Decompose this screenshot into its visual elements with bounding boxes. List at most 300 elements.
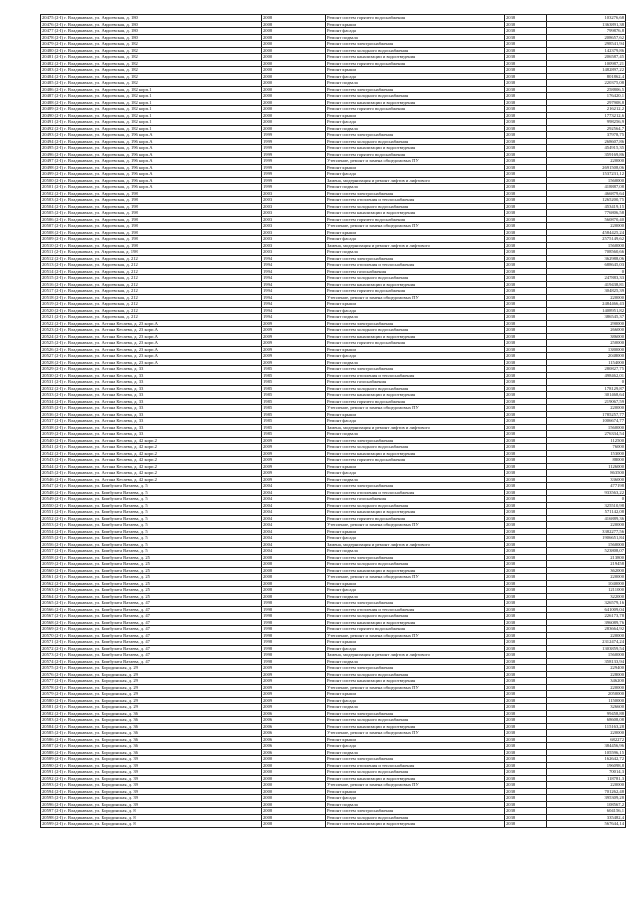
cost-cell: 266000 bbox=[547, 327, 626, 334]
cost-cell: 1265200,75 bbox=[547, 197, 626, 204]
cost-cell: 118781,3 bbox=[547, 775, 626, 782]
table-body bbox=[41, 15, 626, 828]
row-id: 20587 (2-I) bbox=[42, 743, 64, 748]
plan-year-cell: 2038 bbox=[505, 385, 547, 392]
row-id: 20480 (2-I) bbox=[42, 47, 64, 53]
cost-cell: 419438,81 bbox=[547, 281, 626, 288]
plan-year-cell: 2038 bbox=[505, 671, 547, 678]
plan-year-cell: 2038 bbox=[505, 710, 547, 717]
work-type-cell: Ремонт систем холодного водоснабжения bbox=[326, 561, 505, 568]
work-type-cell: Ремонт систем отопления и теплоснабжения bbox=[326, 762, 505, 769]
plan-year-cell: 2038 bbox=[505, 600, 547, 607]
row-id: 20573 (2-I) bbox=[42, 652, 64, 657]
cost-cell: 863500 bbox=[547, 470, 626, 477]
work-type-cell: Ремонт систем канализации и водоотведения bbox=[326, 821, 505, 828]
row-id: 20589 (2-I) bbox=[42, 756, 64, 761]
cost-cell: 301468,64 bbox=[547, 392, 626, 399]
cost-cell: 386000 bbox=[547, 333, 626, 340]
plan-year-cell: 2038 bbox=[505, 704, 547, 711]
address-cell bbox=[41, 821, 262, 828]
plan-year-cell: 2038 bbox=[505, 450, 547, 457]
plan-year-cell: 2038 bbox=[505, 730, 547, 737]
year-cell: 2003 bbox=[262, 249, 326, 256]
cost-cell: 99458,88 bbox=[547, 710, 626, 717]
work-type-cell: Ремонт фасада bbox=[326, 418, 505, 425]
cost-cell: 220000 bbox=[547, 730, 626, 737]
plan-year-cell: 2038 bbox=[505, 340, 547, 347]
plan-year-cell: 2038 bbox=[505, 398, 547, 405]
plan-year-cell: 2038 bbox=[505, 483, 547, 490]
row-address: г. Владикавказ, ул. Авдоевская, д. 196 корп.А bbox=[64, 171, 153, 176]
row-address: г. Владикавказ, ул. Авдоевская, д. 212 bbox=[64, 275, 138, 280]
row-id: 20575 (2-I) bbox=[42, 665, 64, 670]
row-address: г. Владикавказ, ул. Авдоевская, д. 182 корп.1 bbox=[64, 99, 152, 105]
year-cell: 2009 bbox=[262, 346, 326, 353]
row-address: г. Владикавказ, ул. Астана Кесаева, д. 33 bbox=[64, 366, 144, 371]
work-type-cell: Ремонт систем электроснабжения bbox=[326, 483, 505, 490]
plan-year-cell: 2038 bbox=[505, 548, 547, 555]
cost-cell: 1126000 bbox=[547, 463, 626, 470]
plan-year-cell: 2038 bbox=[505, 379, 547, 386]
plan-year-cell: 2038 bbox=[505, 561, 547, 568]
cost-cell: 76000 bbox=[547, 444, 626, 451]
plan-year-cell: 2038 bbox=[505, 431, 547, 438]
row-address: г. Владикавказ, ул. Бимбулата Ватаева, д. 5 bbox=[64, 535, 148, 540]
cost-cell: 571142,08 bbox=[547, 509, 626, 516]
row-id: 20486 (2-I) bbox=[42, 86, 64, 92]
row-id: 20563 (2-I) bbox=[42, 587, 64, 592]
work-type-cell: Ремонт крыши bbox=[326, 346, 505, 353]
year-cell: 2004 bbox=[262, 541, 326, 548]
year-cell: 1994 bbox=[262, 294, 326, 301]
row-address: г. Владикавказ, ул. Бимбулата Ватаева, д. 5 bbox=[64, 489, 148, 495]
row-id: 20516 (2-I) bbox=[42, 281, 64, 287]
row-address: г. Владикавказ, ул. Астана Кесаева, д. 23 корп.А bbox=[64, 327, 158, 332]
work-type-cell: Замена, модернизация и ремонт лифтов и лифтового bbox=[326, 424, 505, 431]
row-address: г. Владикавказ, ул. Авдоевская, д. 182 bbox=[64, 47, 138, 53]
year-cell: 1998 bbox=[262, 626, 326, 633]
cost-cell: 68608,08 bbox=[547, 717, 626, 724]
work-type-cell: Ремонт систем канализации и водоотведения bbox=[326, 567, 505, 574]
year-cell: 2003 bbox=[262, 197, 326, 204]
year-cell: 2000 bbox=[262, 73, 326, 80]
cost-cell: 1482897,22 bbox=[547, 67, 626, 74]
plan-year-cell: 2038 bbox=[505, 652, 547, 659]
row-address: г. Владикавказ, ул. Бородинская, д. 36 bbox=[64, 723, 138, 729]
row-address: г. Владикавказ, ул. Бородинская, д. 36 bbox=[64, 710, 138, 716]
work-type-cell: Ремонт систем электроснабжения bbox=[326, 710, 505, 717]
row-address: г. Владикавказ, ул. Авдоевская, д. 212 bbox=[64, 294, 138, 300]
cost-cell: 998256,9 bbox=[547, 119, 626, 126]
plan-year-cell: 2038 bbox=[505, 268, 547, 275]
row-address: г. Владикавказ, ул. Бородинская, д. 8 bbox=[64, 821, 136, 826]
plan-year-cell: 2038 bbox=[505, 184, 547, 191]
year-cell: 2008 bbox=[262, 821, 326, 828]
row-id: 20483 (2-I) bbox=[42, 67, 64, 72]
work-type-cell: Ремонт подвала bbox=[326, 125, 505, 132]
year-cell: 2009 bbox=[262, 697, 326, 704]
year-cell: 2009 bbox=[262, 691, 326, 698]
work-type-cell: Утепление, ремонт и замена общедомовых ПУ bbox=[326, 522, 505, 529]
plan-year-cell: 2038 bbox=[505, 73, 547, 80]
work-type-cell: Ремонт фасада bbox=[326, 470, 505, 477]
cost-cell: 220000 bbox=[547, 223, 626, 230]
work-type-cell: Ремонт систем электроснабжения bbox=[326, 255, 505, 262]
cost-cell: 1154000 bbox=[547, 359, 626, 366]
plan-year-cell: 2038 bbox=[505, 132, 547, 139]
year-cell: 1999 bbox=[262, 171, 326, 178]
row-id: 20524 (2-I) bbox=[42, 333, 64, 339]
work-type-cell: Ремонт крыши bbox=[326, 411, 505, 418]
row-id: 20508 (2-I) bbox=[42, 229, 64, 235]
plan-year-cell: 2038 bbox=[505, 814, 547, 821]
work-type-cell: Ремонт подвала bbox=[326, 704, 505, 711]
work-type-cell: Ремонт систем отопления и теплоснабжения bbox=[326, 606, 505, 613]
plan-year-cell: 2038 bbox=[505, 509, 547, 516]
cost-cell: 1537231,12 bbox=[547, 171, 626, 178]
year-cell: 2000 bbox=[262, 775, 326, 782]
plan-year-cell: 2038 bbox=[505, 366, 547, 373]
work-type-cell: Ремонт крыши bbox=[326, 736, 505, 743]
row-id: 20557 (2-I) bbox=[42, 548, 64, 553]
plan-year-cell: 2038 bbox=[505, 489, 547, 496]
work-type-cell: Ремонт крыши bbox=[326, 67, 505, 74]
cost-cell: 220000 bbox=[547, 632, 626, 639]
plan-year-cell: 2038 bbox=[505, 665, 547, 672]
work-type-cell: Ремонт крыши bbox=[326, 788, 505, 795]
cost-cell: 219458 bbox=[547, 561, 626, 568]
row-id: 20555 (2-I) bbox=[42, 535, 64, 540]
work-type-cell: Утепление, ремонт и замена общедомовых ПУ bbox=[326, 405, 505, 412]
year-cell: 2003 bbox=[262, 223, 326, 230]
row-id: 20497 (2-I) bbox=[42, 158, 64, 163]
cost-cell: 220000 bbox=[547, 294, 626, 301]
cost-cell: 103276,68 bbox=[547, 15, 626, 22]
work-type-cell: Ремонт систем холодного водоснабжения bbox=[326, 275, 505, 282]
work-type-cell: Ремонт систем отопления и теплоснабжения bbox=[326, 489, 505, 496]
work-type-cell: Ремонт систем холодного водоснабжения bbox=[326, 138, 505, 145]
work-type-cell: Ремонт подвала bbox=[326, 80, 505, 87]
plan-year-cell: 2038 bbox=[505, 294, 547, 301]
year-cell: 1999 bbox=[262, 184, 326, 191]
row-address: г. Владикавказ, ул. Бородинская, д. 39 bbox=[64, 801, 138, 807]
row-id: 20568 (2-I) bbox=[42, 619, 64, 625]
cost-cell: 325510,98 bbox=[547, 502, 626, 509]
plan-year-cell: 2038 bbox=[505, 21, 547, 28]
year-cell: 1998 bbox=[262, 613, 326, 620]
row-id: 20553 (2-I) bbox=[42, 522, 64, 527]
work-type-cell: Утепление, ремонт и замена общедомовых ПУ bbox=[326, 730, 505, 737]
row-address: г. Владикавказ, ул. Бородинская, д. 29 bbox=[64, 697, 138, 703]
work-type-cell: Ремонт систем холодного водоснабжения bbox=[326, 327, 505, 334]
cost-cell: 454915,35 bbox=[547, 145, 626, 152]
plan-year-cell: 2038 bbox=[505, 691, 547, 698]
row-address: г. Владикавказ, ул. Авдоевская, д. 182 bbox=[64, 54, 138, 59]
cost-cell: 176420,1 bbox=[547, 93, 626, 100]
cost-cell: 933563,22 bbox=[547, 489, 626, 496]
work-type-cell: Ремонт систем холодного водоснабжения bbox=[326, 717, 505, 724]
plan-year-cell: 2038 bbox=[505, 801, 547, 808]
year-cell: 1985 bbox=[262, 431, 326, 438]
work-type-cell: Ремонт фасада bbox=[326, 697, 505, 704]
year-cell: 1994 bbox=[262, 307, 326, 314]
work-type-cell: Ремонт систем электроснабжения bbox=[326, 132, 505, 139]
work-type-cell: Ремонт систем горячего водоснабжения bbox=[326, 151, 505, 158]
plan-year-cell: 2038 bbox=[505, 736, 547, 743]
document-page bbox=[40, 14, 624, 828]
row-address: г. Владикавказ, ул. Бимбулата Ватаева, д. 47 bbox=[64, 619, 150, 625]
year-cell: 2003 bbox=[262, 210, 326, 217]
plan-year-cell: 2038 bbox=[505, 203, 547, 210]
work-type-cell: Ремонт фасада bbox=[326, 307, 505, 314]
row-address: г. Владикавказ, ул. Астана Кесаева, д. 23 корп.А bbox=[64, 359, 158, 365]
cost-cell: 0 bbox=[547, 496, 626, 503]
plan-year-cell: 2038 bbox=[505, 639, 547, 646]
cost-cell: 1906651,84 bbox=[547, 535, 626, 542]
row-address: г. Владикавказ, ул. Бимбулата Ватаева, д. 5 bbox=[64, 515, 148, 521]
row-address: г. Владикавказ, ул. Бимбулата Ватаева, д. 25 bbox=[64, 561, 150, 566]
row-id: 20550 (2-I) bbox=[42, 502, 64, 508]
plan-year-cell: 2038 bbox=[505, 658, 547, 665]
plan-year-cell: 2038 bbox=[505, 47, 547, 54]
cost-cell: 0 bbox=[547, 268, 626, 275]
plan-year-cell: 2038 bbox=[505, 762, 547, 769]
year-cell: 1999 bbox=[262, 145, 326, 152]
work-type-cell: Утепление, ремонт и замена общедомовых ПУ bbox=[326, 684, 505, 691]
cost-cell: 219067,59 bbox=[547, 398, 626, 405]
cost-cell: 326579,16 bbox=[547, 600, 626, 607]
row-address: г. Владикавказ, ул. Авдоевская, д. 182 корп.1 bbox=[64, 106, 152, 111]
row-id: 20509 (2-I) bbox=[42, 236, 64, 241]
cost-cell: 220000 bbox=[547, 405, 626, 412]
row-address: г. Владикавказ, ул. Авдоевская, д. 182 корп.1 bbox=[64, 86, 152, 92]
row-id: 20588 (2-I) bbox=[42, 749, 64, 755]
work-type-cell: Ремонт систем канализации и водоотведения bbox=[326, 450, 505, 457]
plan-year-cell: 2038 bbox=[505, 775, 547, 782]
cost-cell: 0 bbox=[547, 379, 626, 386]
work-type-cell: Ремонт систем электроснабжения bbox=[326, 366, 505, 373]
plan-year-cell: 2038 bbox=[505, 255, 547, 262]
work-type-cell: Утепление, ремонт и замена общедомовых ПУ bbox=[326, 782, 505, 789]
cost-cell: 1363891,38 bbox=[547, 21, 626, 28]
cost-cell: 322000 bbox=[547, 593, 626, 600]
work-type-cell: Замена, модернизация и ремонт лифтов и лифтового bbox=[326, 541, 505, 548]
row-id: 20561 (2-I) bbox=[42, 574, 64, 579]
cost-cell: 292564,7 bbox=[547, 125, 626, 132]
year-cell: 2000 bbox=[262, 788, 326, 795]
row-address: г. Владикавказ, ул. Авдоевская, д. 182 bbox=[64, 67, 138, 72]
year-cell: 2003 bbox=[262, 242, 326, 249]
work-type-cell: Ремонт подвала bbox=[326, 359, 505, 366]
work-type-cell: Ремонт систем горячего водоснабжения bbox=[326, 216, 505, 223]
row-address: г. Владикавказ, ул. Астана Кесаева, д. 23 корп.А bbox=[64, 333, 158, 339]
row-id: 20517 (2-I) bbox=[42, 288, 64, 293]
row-address: г. Владикавказ, ул. Авдоевская, д. 182 bbox=[64, 73, 138, 79]
work-type-cell: Ремонт крыши bbox=[326, 463, 505, 470]
plan-year-cell: 2038 bbox=[505, 190, 547, 197]
cost-cell: 567644,14 bbox=[547, 821, 626, 828]
row-id: 20540 (2-I) bbox=[42, 437, 64, 443]
row-address: г. Владикавказ, ул. Бимбулата Ватаева, д. 47 bbox=[64, 652, 150, 657]
row-address: г. Владикавказ, ул. Авдоевская, д. 196 корп.А bbox=[64, 151, 153, 157]
row-id: 20505 (2-I) bbox=[42, 210, 64, 215]
row-address: г. Владикавказ, ул. Бимбулата Ватаева, д. 47 bbox=[64, 632, 150, 638]
work-type-cell: Ремонт крыши bbox=[326, 528, 505, 535]
row-address: г. Владикавказ, ул. Авдоевская, д. 198 bbox=[64, 229, 138, 235]
row-address: г. Владикавказ, ул. Астана Кесаева, д. 33 bbox=[64, 398, 144, 404]
year-cell: 1985 bbox=[262, 385, 326, 392]
work-type-cell: Ремонт систем горячего водоснабжения bbox=[326, 106, 505, 113]
work-type-cell: Ремонт систем холодного водоснабжения bbox=[326, 502, 505, 509]
cost-cell: 258806,5 bbox=[547, 86, 626, 93]
row-id: 20511 (2-I) bbox=[42, 249, 63, 254]
year-cell: 2006 bbox=[262, 749, 326, 756]
year-cell: 2000 bbox=[262, 119, 326, 126]
row-id: 20567 (2-I) bbox=[42, 613, 64, 618]
plan-year-cell: 2038 bbox=[505, 522, 547, 529]
plan-year-cell: 2038 bbox=[505, 301, 547, 308]
cost-cell: 1040000 bbox=[547, 580, 626, 587]
row-id: 20479 (2-I) bbox=[42, 41, 64, 46]
work-type-cell: Ремонт систем отопления и теплоснабжения bbox=[326, 262, 505, 269]
plan-year-cell: 2038 bbox=[505, 275, 547, 282]
plan-year-cell: 2038 bbox=[505, 145, 547, 152]
row-address: г. Владикавказ, ул. Авдоевская, д. 198 bbox=[64, 242, 138, 248]
row-id: 20544 (2-I) bbox=[42, 463, 64, 469]
work-type-cell: Ремонт систем горячего водоснабжения bbox=[326, 15, 505, 22]
cost-cell: 153000 bbox=[547, 450, 626, 457]
row-address: г. Владикавказ, ул. Астана Кесаева, д. 33 bbox=[64, 392, 144, 397]
year-cell: 1985 bbox=[262, 392, 326, 399]
year-cell: 1998 bbox=[262, 645, 326, 652]
row-address: г. Владикавказ, ул. Авдоевская, д. 196 корп.А bbox=[64, 145, 153, 150]
cost-cell: 641009,04 bbox=[547, 606, 626, 613]
year-cell: 2000 bbox=[262, 99, 326, 106]
year-cell: 2008 bbox=[262, 814, 326, 821]
row-address: г. Владикавказ, ул. Астана Кесаева, д. 33 bbox=[64, 424, 144, 430]
cost-cell: 208657,62 bbox=[547, 34, 626, 41]
year-cell: 1999 bbox=[262, 164, 326, 171]
year-cell: 2004 bbox=[262, 483, 326, 490]
plan-year-cell: 2038 bbox=[505, 80, 547, 87]
work-type-cell: Ремонт подвала bbox=[326, 801, 505, 808]
row-id: 20527 (2-I) bbox=[42, 353, 64, 358]
work-type-cell: Ремонт систем канализации и водоотведения bbox=[326, 99, 505, 106]
year-cell: 2009 bbox=[262, 340, 326, 347]
row-id: 20531 (2-I) bbox=[42, 379, 64, 384]
row-address: г. Владикавказ, ул. Авдоевская, д. 182 bbox=[64, 80, 138, 85]
cost-cell: 1560000 bbox=[547, 177, 626, 184]
year-cell: 2000 bbox=[262, 769, 326, 776]
year-cell: 2003 bbox=[262, 190, 326, 197]
plan-year-cell: 2038 bbox=[505, 106, 547, 113]
row-id: 20579 (2-I) bbox=[42, 691, 64, 696]
cost-cell: 283664,92 bbox=[547, 626, 626, 633]
cost-cell: 2312474,24 bbox=[547, 639, 626, 646]
plan-year-cell: 2038 bbox=[505, 372, 547, 379]
work-type-cell: Ремонт систем горячего водоснабжения bbox=[326, 398, 505, 405]
row-id: 20523 (2-I) bbox=[42, 327, 64, 332]
work-type-cell: Ремонт фасада bbox=[326, 795, 505, 802]
plan-year-cell: 2038 bbox=[505, 437, 547, 444]
year-cell: 2004 bbox=[262, 515, 326, 522]
year-cell: 2008 bbox=[262, 580, 326, 587]
year-cell: 2000 bbox=[262, 41, 326, 48]
plan-year-cell: 2038 bbox=[505, 515, 547, 522]
row-id: 20551 (2-I) bbox=[42, 509, 64, 514]
row-id: 20597 (2-I) bbox=[42, 808, 64, 813]
plan-year-cell: 2038 bbox=[505, 359, 547, 366]
year-cell: 2004 bbox=[262, 502, 326, 509]
row-address: г. Владикавказ, ул. Авдоевская, д. 196 корп.А bbox=[64, 138, 153, 144]
plan-year-cell: 2038 bbox=[505, 476, 547, 483]
cost-cell: 229400 bbox=[547, 665, 626, 672]
work-type-cell: Ремонт крыши bbox=[326, 580, 505, 587]
plan-year-cell: 2038 bbox=[505, 580, 547, 587]
cost-cell: 466879,64 bbox=[547, 190, 626, 197]
work-type-cell: Ремонт крыши bbox=[326, 301, 505, 308]
plan-year-cell: 2038 bbox=[505, 541, 547, 548]
row-id: 20512 (2-I) bbox=[42, 255, 64, 261]
row-id: 20534 (2-I) bbox=[42, 398, 64, 404]
work-type-cell: Ремонт крыши bbox=[326, 112, 505, 119]
plan-year-cell: 2038 bbox=[505, 743, 547, 750]
plan-year-cell: 2038 bbox=[505, 28, 547, 35]
row-address: г. Владикавказ, ул. Астана Кесаева, д. 33 bbox=[64, 385, 144, 391]
work-type-cell: Ремонт фасада bbox=[326, 743, 505, 750]
plan-year-cell: 2038 bbox=[505, 405, 547, 412]
row-address: г. Владикавказ, ул. Бимбулата Ватаева, д. 25 bbox=[64, 593, 150, 599]
work-type-cell: Ремонт фасада bbox=[326, 587, 505, 594]
plan-year-cell: 2038 bbox=[505, 626, 547, 633]
cost-cell: 178129,87 bbox=[547, 385, 626, 392]
row-address: г. Владикавказ, ул. Астана Кесаева, д. 23 корп.А bbox=[64, 320, 158, 326]
work-type-cell: Ремонт крыши bbox=[326, 21, 505, 28]
year-cell: 2006 bbox=[262, 743, 326, 750]
row-id: 20549 (2-I) bbox=[42, 496, 64, 501]
year-cell: 2004 bbox=[262, 535, 326, 542]
cost-cell: 362988,06 bbox=[547, 255, 626, 262]
row-address: г. Владикавказ, ул. Астана Кесаева, д. 23 корп.А bbox=[64, 353, 158, 358]
row-address: г. Владикавказ, ул. Бородинская, д. 29 bbox=[64, 684, 138, 690]
row-id: 20484 (2-I) bbox=[42, 73, 64, 79]
row-id: 20599 (2-I) bbox=[42, 821, 64, 826]
row-address: г. Владикавказ, ул. Авдоевская, д. 182 корп.1 bbox=[64, 119, 152, 124]
cost-cell: 280827,75 bbox=[547, 366, 626, 373]
cost-cell: 142379,86 bbox=[547, 47, 626, 54]
work-type-cell: Утепление, ремонт и замена общедомовых ПУ bbox=[326, 574, 505, 581]
work-type-cell: Ремонт систем канализации и водоотведения bbox=[326, 210, 505, 217]
work-type-cell: Ремонт систем холодного водоснабжения bbox=[326, 385, 505, 392]
work-type-cell: Ремонт систем холодного водоснабжения bbox=[326, 444, 505, 451]
row-id: 20477 (2-I) bbox=[42, 28, 64, 33]
cost-cell: 250000 bbox=[547, 340, 626, 347]
year-cell: 1999 bbox=[262, 132, 326, 139]
cost-cell: 1408951,82 bbox=[547, 307, 626, 314]
year-cell: 2000 bbox=[262, 86, 326, 93]
plan-year-cell: 2038 bbox=[505, 593, 547, 600]
row-id: 20491 (2-I) bbox=[42, 119, 64, 124]
cost-cell: 304825,39 bbox=[547, 288, 626, 295]
row-id: 20482 (2-I) bbox=[42, 60, 64, 66]
row-id: 20489 (2-I) bbox=[42, 106, 64, 111]
row-address: г. Владикавказ, ул. Бимбулата Ватаева, д. 5 bbox=[64, 502, 148, 508]
year-cell: 2009 bbox=[262, 444, 326, 451]
row-id: 20498 (2-I) bbox=[42, 164, 64, 170]
work-type-cell: Ремонт систем электроснабжения bbox=[326, 320, 505, 327]
row-id: 20585 (2-I) bbox=[42, 730, 64, 735]
plan-year-cell: 2038 bbox=[505, 678, 547, 685]
